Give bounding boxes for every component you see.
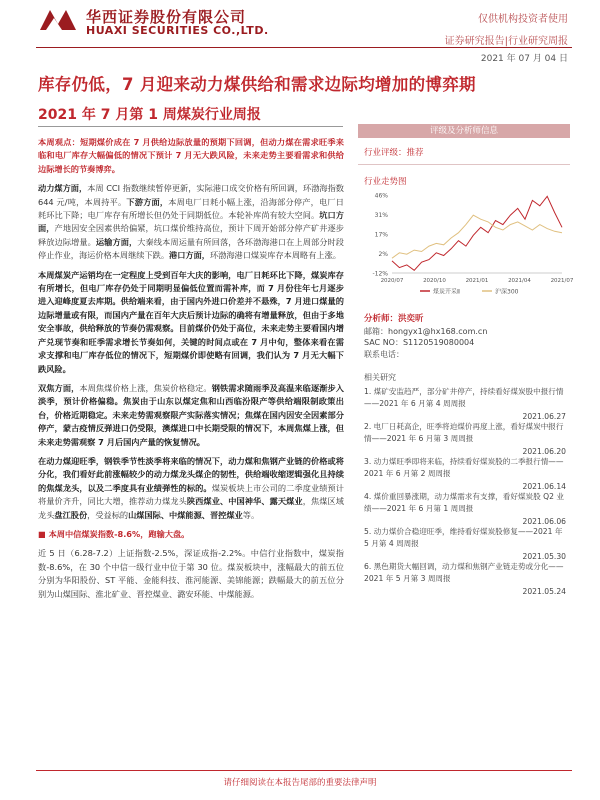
report-type: 证券研究报告|行业研究周报 xyxy=(444,36,568,47)
coking-text: 本周焦煤价格上涨，焦炭价格稳定。 xyxy=(79,382,212,393)
legend-label: 沪深300 xyxy=(495,288,519,296)
recommendation-text: 煤炭板块上市公司的二季度业绩预计将量价齐升，同比大增，推荐动力煤龙头 xyxy=(38,482,344,507)
analyst-name: 洪奕昕 xyxy=(398,314,424,324)
thermal-text: 本周 CCI 指数继续暂停更新，实际港口成交价格有所回调，环渤海指数 644 元/吨，本周持平。 xyxy=(38,183,344,207)
x-tick-label: 2020/10 xyxy=(423,278,446,284)
recommendation-bold: 在动力煤迎旺季，钢铁季节性淡季将来临的情况下，动力煤和焦钢产业链的价格或将分化，我们看好此前涨幅较少的动力煤龙头煤企的韧性，供给端收缩逻辑强化且持续的焦煤龙头，以及二季度具有业绩弹性的标的。 xyxy=(38,455,344,493)
related-text: 3. 动力煤旺季即将来临，持续看好煤炭股的二季报行情——2021 年 6 月第 2 周周报 xyxy=(364,457,564,478)
pithead-text: 产地因安全因素供给偏紧，坑口煤价维持高位，预计下周开始部分停产矿井逐步释放边际增量。 xyxy=(38,223,344,247)
related-text: 1. 煤矿安监趋严，部分矿井停产，持续看好煤炭股中报行情——2021 年 6 月第 4 周周报 xyxy=(364,387,564,408)
list-item[interactable] xyxy=(364,386,566,421)
list-item[interactable] xyxy=(364,561,566,596)
bullet-index xyxy=(38,528,344,541)
huaxi-logo-icon xyxy=(36,6,80,34)
analyst-label: 分析师： xyxy=(364,314,399,324)
rating-divider xyxy=(358,164,570,165)
downstream-label: 下游方面， xyxy=(126,196,169,207)
series-line-2 xyxy=(392,215,562,258)
related-date: 2021.06.27 xyxy=(522,412,566,421)
analyst-email[interactable]: 邮箱：hongyx1@hx168.com.cn xyxy=(364,326,488,336)
related-research-title: 相关研究 xyxy=(364,373,396,382)
x-tick-label: 2020/07 xyxy=(380,278,404,284)
related-date: 2021.05.24 xyxy=(522,587,566,596)
list-item[interactable] xyxy=(364,456,566,491)
x-tick-label: 2021/04 xyxy=(508,278,531,284)
y-tick-label: 46% xyxy=(374,192,388,200)
main-body xyxy=(38,136,344,607)
y-tick-label: -12% xyxy=(372,270,388,278)
related-text: 6. 黑色期货大幅回调，动力煤和焦钢产业链走势或分化——2021 年 5 月第 3 周周报 xyxy=(364,562,564,583)
related-text: 2. 电厂日耗高企，旺季将迫煤价再度上涨，看好煤炭中报行情——2021 年 6 月第 3 周周报 xyxy=(364,422,564,443)
coking-bold-text: 钢铁需求随雨季及高温来临逐渐步入淡季，预计价格偏稳。焦炭由于山东以煤定焦和山西临汾限产等供给端限制政策出台，价格近期稳定。未来走势需观察限产实际落实情况；焦煤在国内因安全因素部分停产，蒙古疫情反弹进口仍受限，澳煤进口中长期受限的情况下，本周焦煤上涨，但未来走势需观察 7 月后国内产量的恢复情况。 xyxy=(38,382,344,447)
regional-leader: 盘江股份 xyxy=(54,509,88,520)
sidebar-header: 评级及分析师信息 xyxy=(358,124,570,138)
trend-chart-title: 行业走势图 xyxy=(364,177,407,187)
x-tick-label: 2021/01 xyxy=(465,278,489,284)
related-date: 2021.06.06 xyxy=(522,517,566,526)
analyst-sac: SAC NO：S1120519080004 xyxy=(364,338,475,347)
view-text: 短期煤价成在 7 月供给边际放量的预期下回调，但动力煤在需求旺季来临和电厂库存大幅偏低的情况下预计 7 月无大跌风险，未来走势主要看需求和供给边际增长的节奏博弈。 xyxy=(38,137,344,174)
recommendation-text-2: ，焦煤区域龙头 xyxy=(38,496,344,520)
thermal-label: 动力煤方面， xyxy=(38,183,88,194)
pithead-label: 坑口方面， xyxy=(38,210,344,234)
recommendation-text-3: ，受益标的 xyxy=(87,509,129,520)
brand-name-en: HUAXI SECURITIES CO.,LTD. xyxy=(86,24,269,37)
report-header xyxy=(0,0,600,64)
list-item[interactable] xyxy=(364,421,566,456)
brand-name-cn: 华西证券股份有限公司 xyxy=(86,8,247,26)
paragraph-coking xyxy=(38,382,344,449)
footer-divider xyxy=(36,770,572,771)
related-date: 2021.06.20 xyxy=(522,447,566,456)
recommendation-text-4: 等。 xyxy=(242,509,260,520)
view-lead: 本周观点： xyxy=(38,137,81,147)
y-tick-label: 31% xyxy=(374,212,388,219)
beneficiary-stocks: 山煤国际、中煤能源、晋控煤业 xyxy=(128,509,243,520)
series-line-1 xyxy=(392,196,562,270)
trend-chart xyxy=(358,189,574,301)
x-tick-label: 2021/07 xyxy=(550,278,574,284)
analyst-info xyxy=(358,313,570,360)
bullet-text: 本周中信煤炭指数-8.6%，跑输大盘。 xyxy=(48,528,190,539)
y-tick-label: 17% xyxy=(374,231,388,239)
paragraph-recommendation xyxy=(38,455,344,522)
trend-chart-svg xyxy=(358,189,574,301)
related-text: 4. 煤价重回暴涨期，动力煤需求有支撑，看好煤炭股 Q2 业绩——2021 年 6 月第 1 周周报 xyxy=(364,492,564,513)
paragraph-summary: 本周煤炭产运销均在一定程度上受到百年大庆的影响，电厂日耗环比下降，煤炭库存有所增长，但电厂库存仍处于同期明显偏低位置而需补库，而 7 月份往年七月逐步进入迎峰度夏去库期。供给端来看，由于国内外进口价差并不悬殊，7 月进口煤量的边际增量或有限，而国内产量在百年大庆后预计边际的确将有增量释放，但由于多地安全事故，供给释放的节奏仍需观察。目前煤价仍处于高位，未来走势主要看国内增产兑现节奏和旺季需求增长节奏如何，关键的时间点或在 7 月中旬，整体来看在需求支撑和电厂库存低位的情况下，短期煤价即使略有回调，我们认为 7 月无大幅下跌风险。 xyxy=(38,269,344,374)
port-text: 环渤海港口煤炭库存本周略有上涨。 xyxy=(209,250,341,261)
related-date: 2021.06.14 xyxy=(522,482,566,491)
legal-notice[interactable]: 请仔细阅读在本报告尾部的重要法律声明 xyxy=(223,778,377,788)
report-date: 2021 年 07 月 04 日 xyxy=(480,54,568,64)
paragraph-view xyxy=(38,136,344,176)
page-title: 库存仍低，7 月迎来动力煤供给和需求边际均增加的博弈期 xyxy=(38,75,476,94)
transport-label: 运输方面， xyxy=(95,236,138,247)
paragraph-market: 近 5 日（6.28-7.2）上证指数-2.5%，深证成指-2.2%。中信行业指数中，煤炭指数-8.6%，在 30 个中信一级行业中位于第 30 位。煤炭板块中，涨幅最大的前五位分别为华阳股份、ST 平能、金能科技、淮河能源、美锦能源；跌幅最大的前五位分别为山煤国际、淮北矿业、晋控煤业、潞安环能、中煤能源。 xyxy=(38,548,344,599)
list-item[interactable] xyxy=(364,526,566,561)
related-research-list xyxy=(358,386,570,596)
page-subtitle: 2021 年 7 月第 1 周煤炭行业周报 xyxy=(38,107,261,123)
sidebar xyxy=(358,124,574,596)
analyst-phone: 联系电话： xyxy=(364,349,404,359)
header-divider xyxy=(36,47,572,48)
related-text: 5. 动力煤价合稳迎旺季，维持看好煤炭股修复——2021 年 5 月第 4 周周报 xyxy=(364,527,563,548)
audience-tagline: 仅供机构投资者使用 xyxy=(478,14,568,25)
paragraph-thermal-coal xyxy=(38,182,344,262)
downstream-text: 本周电厂日耗小幅上涨，沿海部分停产，电厂日耗环比下降；电厂库存有所增长但仍处于同期低位。本轮补库尚有较大空间。 xyxy=(38,196,344,221)
industry-rating: 行业评级：推荐 xyxy=(364,148,424,158)
subtitle-divider xyxy=(38,126,343,127)
list-item[interactable] xyxy=(364,491,566,526)
legend-label: 煤炭开采Ⅱ xyxy=(433,288,460,296)
related-date: 2021.05.30 xyxy=(522,552,566,561)
recommended-stocks: 陕西煤业、中国神华、露天煤业 xyxy=(186,496,303,507)
transport-text: 大秦线本周运量有所回落，各环渤海港口在上周部分时段停止作业，海运价格本周继续下跌。 xyxy=(38,236,344,261)
port-label: 港口方面， xyxy=(169,250,210,261)
bullet-icon: ■ xyxy=(38,528,49,539)
y-tick-label: 2% xyxy=(378,251,388,258)
coking-label: 双焦方面， xyxy=(38,382,80,393)
